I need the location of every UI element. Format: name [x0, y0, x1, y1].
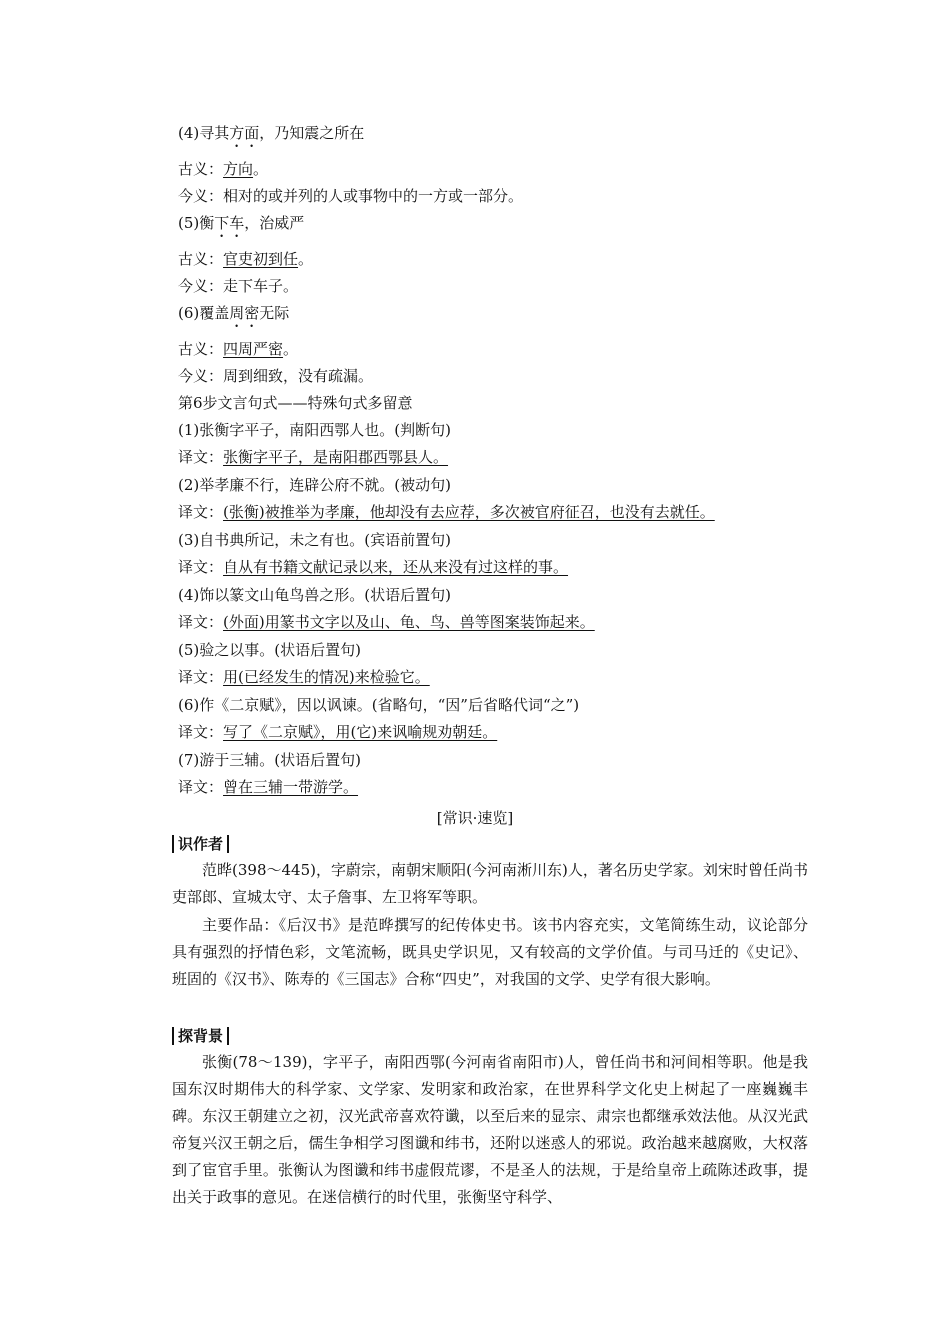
translation-label: 译文：: [178, 503, 224, 521]
sentence-6-translation: [178, 722, 497, 742]
vocab-item-5: [178, 213, 304, 241]
vocab-item-6-pre: (6)覆盖: [178, 304, 230, 322]
translation-label: 译文：: [178, 723, 224, 741]
background-paragraph-1: 张衡(78～139)，字平子，南阳西鄂(今河南省南阳市)人，曾任尚书和河间相等职。他是我国东汉时期伟大的科学家、文学家、发明家和政治家，在世界科学文化史上树起了一座巍巍丰碑。东汉王朝建立之初，汉光武帝喜欢符谶，以至后来的显宗、肃宗也都继承效法他。从汉光武帝复兴汉王朝之后，儒生争相学习图谶和纬书，还附以迷惑人的邪说。政治越来越腐败，大权落到了宦官手里。张衡认为图谶和纬书虚假荒谬，不是圣人的法规，于是给皇帝上疏陈述政事，提出关于政事的意见。在迷信横行的时代里，张衡坚守科学、: [172, 1053, 808, 1206]
vocab-item-4-post: ，乃知震之所在: [259, 124, 365, 142]
punct: 。: [253, 160, 269, 178]
punct: 。: [298, 250, 314, 268]
sentence-3-question: (3)自书典所记，未之有也。(宾语前置句): [178, 531, 451, 549]
translation-label: 译文：: [178, 448, 224, 466]
vocab-item-6-post: 无际: [259, 304, 290, 322]
vocab-item-4-pre: (4)寻其: [178, 124, 230, 142]
vocab-item-6-ancient: [178, 339, 298, 359]
ancient-label: 古义：: [178, 340, 224, 358]
vocab-item-5-post: ，治威严: [244, 214, 305, 232]
vocab-item-6-keyword: 周密: [229, 304, 260, 322]
translation-label: 译文：: [178, 668, 224, 686]
vocab-item-5-modern: 今义：走下车子。: [178, 277, 299, 295]
translation-label: 译文：: [178, 778, 224, 796]
sentence-5-question: (5)验之以事。(状语后置句): [178, 641, 361, 659]
background-tag: 探背景: [172, 1027, 229, 1045]
translation-text: 曾在三辅一带游学。: [223, 778, 359, 796]
vocab-item-4-modern: 今义：相对的或并列的人或事物中的一方或一部分。: [178, 187, 524, 205]
ancient-label: 古义：: [178, 250, 224, 268]
translation-text: (外面)用篆书文字以及山、龟、鸟、兽等图案装饰起来。: [223, 613, 595, 631]
translation-text: 张衡字平子，是南阳郡西鄂县人。: [223, 448, 449, 466]
sentence-4-question: (4)饰以篆文山龟鸟兽之形。(状语后置句): [178, 586, 451, 604]
sentence-1-question: (1)张衡字平子，南阳西鄂人也。(判断句): [178, 421, 451, 439]
translation-text: (张衡)被推举为孝廉，他却没有去应荐，多次被官府征召，也没有去就任。: [223, 503, 715, 521]
sentence-4-translation: [178, 612, 595, 632]
author-paragraph-2: 主要作品：《后汉书》是范晔撰写的纪传体史书。该书内容充实，文笔简练生动，议论部分具有强烈的抒情色彩，文笔流畅，既具史学识见，又有较高的文学价值。与司马迁的《史记》、班固的《汉书》、陈寿的《三国志》合称“四史”，对我国的文学、史学有很大影响。: [172, 916, 808, 988]
sentence-7-question: (7)游于三辅。(状语后置句): [178, 751, 361, 769]
sentence-7-translation: [178, 777, 358, 797]
vocab-item-4: [178, 123, 364, 151]
vocab-item-4-keyword: 方面: [229, 124, 260, 142]
sentence-2-translation: [178, 502, 715, 522]
sentence-5-translation: [178, 667, 430, 687]
ancient-label: 古义：: [178, 160, 224, 178]
section-heading: [常识·速览]: [436, 809, 514, 827]
vocab-item-5-ancient: [178, 249, 313, 269]
translation-text: 用(已经发生的情况)来检验它。: [223, 668, 430, 686]
sentence-3-translation: [178, 557, 568, 577]
vocab-item-6: [178, 303, 289, 331]
author-paragraph-1: 范晔(398～445)，字蔚宗，南朝宋顺阳(今河南淅川东)人，著名历史学家。刘宋时曾任尚书吏部郎、宣城太守、太子詹事、左卫将军等职。: [172, 861, 808, 906]
vocab-item-6-modern: 今义：周到细致，没有疏漏。: [178, 367, 374, 385]
translation-text: 写了《二京赋》，用(它)来讽喻规劝朝廷。: [223, 723, 498, 741]
ancient-meaning: 四周严密: [223, 340, 284, 358]
translation-text: 自从有书籍文献记录以来，还从来没有过这样的事。: [223, 558, 569, 576]
author-tag: 识作者: [172, 835, 229, 853]
vocab-item-5-keyword: 下车: [214, 214, 245, 232]
vocab-item-5-pre: (5)衡: [178, 214, 215, 232]
step6-title: 第6步文言句式——特殊句式多留意: [178, 394, 413, 412]
ancient-meaning: 官吏初到任: [223, 250, 299, 268]
sentence-6-question: (6)作《二京赋》，因以讽谏。(省略句，“因”后省略代词“之”): [178, 696, 580, 714]
ancient-meaning: 方向: [223, 160, 254, 178]
translation-label: 译文：: [178, 558, 224, 576]
sentence-2-question: (2)举孝廉不行，连辟公府不就。(被动句): [178, 476, 451, 494]
vocab-item-4-ancient: [178, 159, 268, 179]
sentence-1-translation: [178, 447, 448, 467]
translation-label: 译文：: [178, 613, 224, 631]
punct: 。: [283, 340, 299, 358]
